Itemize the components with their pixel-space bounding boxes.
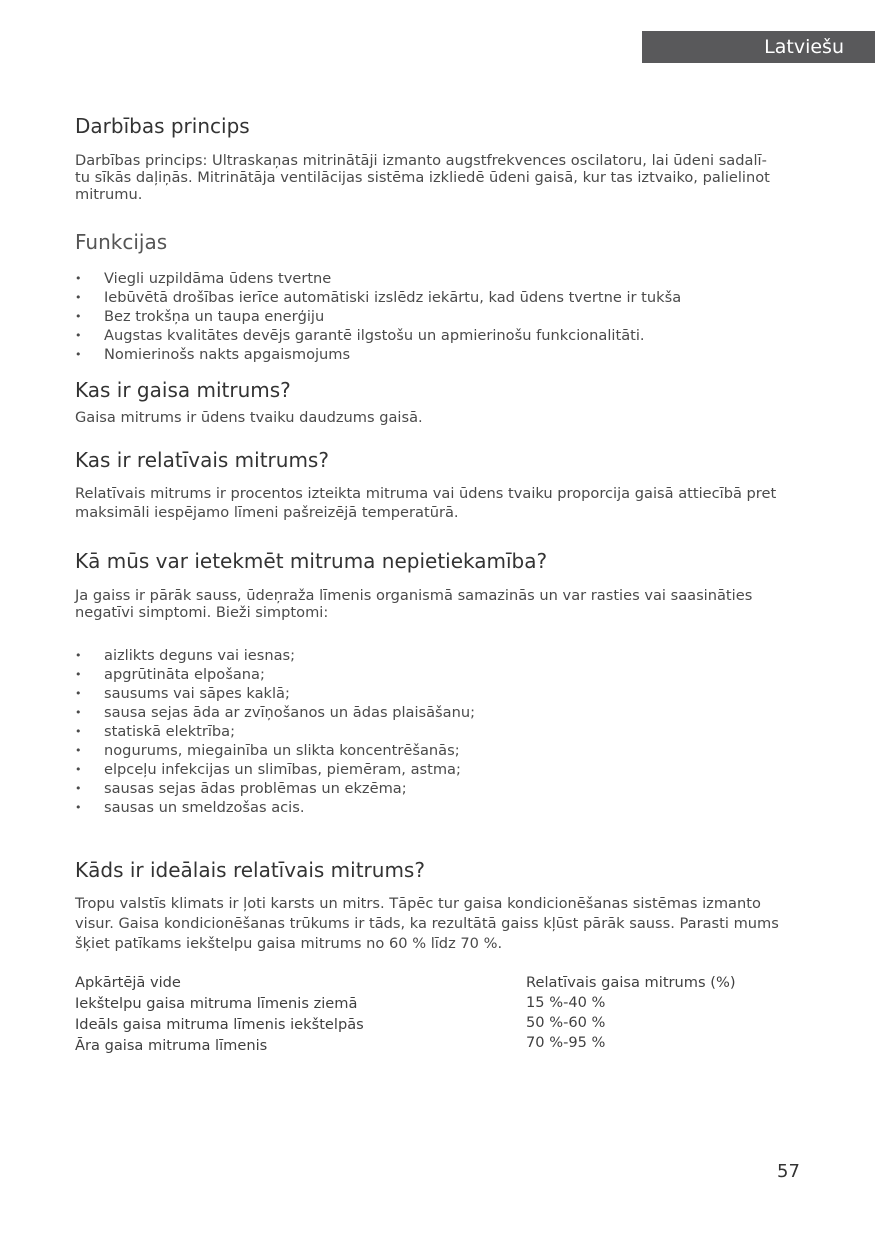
ideal-line: visur. Gaisa kondicionēšanas trūkums ir tāds, ka rezultātā gaiss kļūst pārāk sauss. Parasti mums (75, 915, 779, 932)
list-item: • Viegli uzpildāma ūdens tvertne (75, 269, 790, 288)
environment-row: Iekštelpu gaisa mitruma līmenis ziemā (75, 995, 358, 1012)
principle-text (75, 152, 790, 203)
impact-line: Ja gaiss ir pārāk sauss, ūdeņraža līmenis organismā samazinās un var rasties vai saasināties (75, 587, 753, 604)
section-title-relative: Kas ir relatīvais mitrums? (75, 448, 329, 472)
list-item: • sausa sejas āda ar zvīņošanos un ādas plaisāšanu; (75, 703, 790, 722)
relative-line: maksimāli iespējamo līmeni pašreizējā temperatūrā. (75, 504, 459, 521)
section-title-principle: Darbības princips (75, 114, 250, 138)
list-item: • Bez trokšņa un taupa enerģiju (75, 307, 790, 326)
ideal-line: Tropu valstīs klimats ir ļoti karsts un mitrs. Tāpēc tur gaisa kondicionēšanas sistēmas izmanto (75, 895, 761, 912)
principle-line: mitrumu. (75, 186, 143, 203)
list-item: • aizlikts deguns vai iesnas; (75, 646, 790, 665)
list-item: • Nomierinošs nakts apgaismojums (75, 345, 790, 364)
principle-line: tu sīkās daļiņās. Mitrinātāja ventilācijas sistēma izkliedē ūdeni gaisā, kur tas iztvaiko, palielinot (75, 169, 770, 186)
ideal-text (75, 894, 790, 954)
relative-line: Relatīvais mitrums ir procentos izteikta mitruma vai ūdens tvaiku proporcija gaisā attiecībā pret (75, 485, 777, 502)
list-item: • apgrūtināta elpošana; (75, 665, 790, 684)
environment-row: Ideāls gaisa mitruma līmenis iekštelpās (75, 1016, 364, 1033)
section-title-humidity: Kas ir gaisa mitrums? (75, 378, 291, 402)
list-item: • elpceļu infekcijas un slimības, piemēram, astma; (75, 760, 790, 779)
humidity-text: Gaisa mitrums ir ūdens tvaiku daudzums gaisā. (75, 409, 423, 426)
list-item: • sausums vai sāpes kaklā; (75, 684, 790, 703)
humidity-header: Relatīvais gaisa mitrums (%) (526, 974, 736, 991)
environment-row: Āra gaisa mitruma līmenis (75, 1037, 268, 1054)
list-item: • sausas un smeldzošas acis. (75, 798, 790, 817)
list-item: • Iebūvētā drošības ierīce automātiski izslēdz iekārtu, kad ūdens tvertne ir tukša (75, 288, 790, 307)
environment-column (75, 972, 364, 1056)
humidity-value: 15 %-40 % (526, 994, 606, 1011)
list-item: • sausas sejas ādas problēmas un ekzēma; (75, 779, 790, 798)
symptoms-list (75, 646, 790, 817)
humidity-column (526, 972, 736, 1053)
humidity-value: 50 %-60 % (526, 1014, 606, 1031)
impact-line: negatīvi simptomi. Bieži simptomi: (75, 604, 329, 621)
page-number: 57 (777, 1161, 800, 1182)
section-title-impact: Kā mūs var ietekmēt mitruma nepietiekamība? (75, 549, 548, 573)
relative-text (75, 484, 790, 522)
section-title-functions: Funkcijas (75, 230, 168, 254)
humidity-value: 70 %-95 % (526, 1034, 606, 1051)
environment-header: Apkārtējā vide (75, 974, 181, 991)
functions-list (75, 269, 790, 364)
ideal-line: šķiet patīkams iekštelpu gaisa mitrums no 60 % līdz 70 %. (75, 935, 503, 952)
section-title-ideal: Kāds ir ideālais relatīvais mitrums? (75, 858, 425, 882)
list-item: • Augstas kvalitātes devējs garantē ilgstošu un apmierinošu funkcionalitāti. (75, 326, 790, 345)
principle-line: Darbības princips: Ultraskaņas mitrinātāji izmanto augstfrekvences oscilatoru, lai ūdeni sadalī- (75, 152, 767, 169)
impact-text (75, 587, 790, 621)
list-item: • statiskā elektrība; (75, 722, 790, 741)
language-tab: Latviešu (642, 31, 875, 63)
list-item: • nogurums, miegainība un slikta koncentrēšanās; (75, 741, 790, 760)
